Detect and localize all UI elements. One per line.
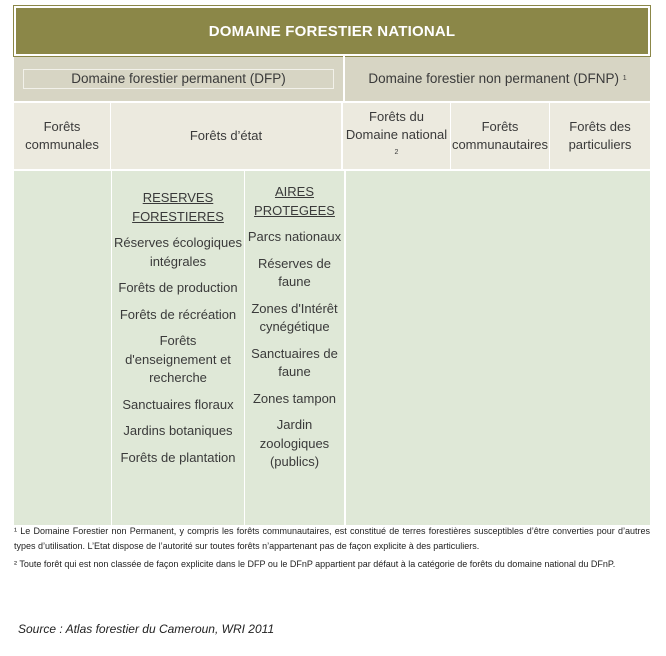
footnote-2: ² Toute forêt qui est non classée de façon explicite dans le DFP ou le DFnP appartient par défaut à la catégorie de forêts du domaine national du DFnP. (14, 559, 616, 569)
aires-header: AIRES PROTEGEES (254, 184, 335, 218)
reserves-column (112, 171, 245, 525)
list-item: Réserves de faune (258, 255, 331, 289)
dfnp-footnote-ref: 1 (622, 75, 627, 82)
list-item: Parcs nationaux (247, 229, 342, 244)
etat-body (112, 171, 346, 525)
dfp-cell (14, 56, 345, 101)
cat-particuliers: Forêts des particuliers (568, 119, 632, 152)
list-item: Jardins botaniques (123, 423, 233, 438)
dfnp-label: Domaine forestier non permanent (DFNP) (368, 71, 619, 86)
content-row (14, 171, 650, 525)
source-citation: Source : Atlas forestier du Cameroun, WRI 2011 (18, 622, 275, 636)
reserves-header: RESERVES FORESTIERES (132, 190, 224, 224)
cat-etat: Forêts d’état (111, 103, 343, 169)
dfnp-cell (345, 56, 650, 101)
cat-communautaires: Forêts communautaires (451, 103, 550, 169)
list-item: Forêts d'enseignement et recherche (125, 333, 231, 385)
list-item: Zones d'Intérêt cynégétique (251, 300, 338, 334)
communales-body (14, 171, 112, 525)
domain-row (14, 56, 650, 103)
footnotes (14, 524, 650, 575)
list-item: Réserves écologiques intégrales (114, 235, 242, 269)
aires-column (245, 171, 344, 525)
list-item: Sanctuaires floraux (122, 396, 234, 412)
list-item: Forêts de production (118, 280, 238, 295)
forest-domain-table (14, 6, 650, 525)
cat-communales: Forêts communales (14, 103, 111, 169)
category-row (14, 103, 650, 171)
dfp-label: Domaine forestier permanent (DFP) (71, 71, 286, 86)
cat-domaine-national: Forêts du Domaine national $^2$ (343, 103, 451, 169)
table-title: DOMAINE FORESTIER NATIONAL (14, 6, 650, 56)
list-item: Forêts de plantation (120, 449, 236, 465)
list-item: Sanctuaires de faune (251, 345, 338, 379)
list-item: Jardin zoologiques (publics) (259, 417, 330, 469)
list-item: Forêts de récréation (119, 306, 237, 322)
footnote-1: ¹ Le Domaine Forestier non Permanent, y compris les forêts communautaires, est constitué de terres forestières susceptibles d’être converties pour d’autres types d’utilisation. L’Etat dispose de l’autorité sur toutes forêts n’appartenant pas de façon explicite à des particuliers. (14, 526, 650, 551)
list-item: Zones tampon (252, 390, 337, 406)
dfnp-body (346, 171, 650, 525)
